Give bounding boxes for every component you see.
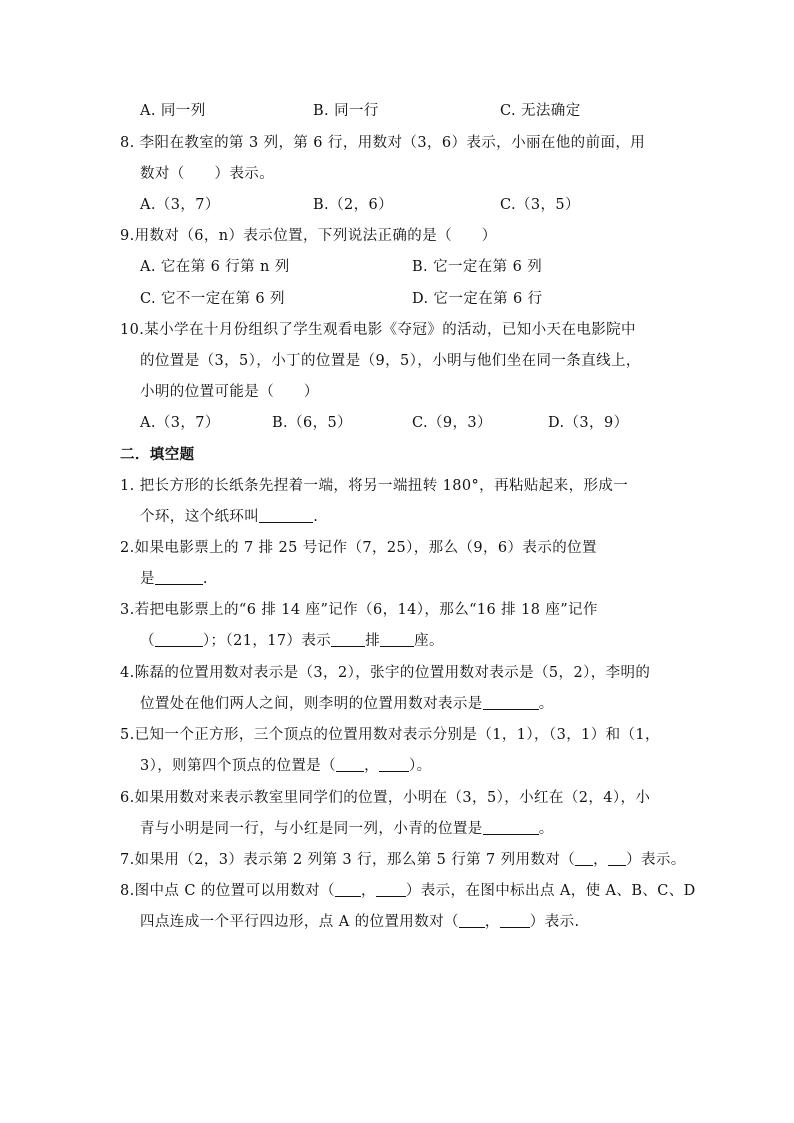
fill3-row: 排 bbox=[365, 633, 381, 649]
q10-stem-line1: 10.某小学在十月份组织了学生观看电影《夺冠》的活动，已知小天在电影院中 bbox=[120, 322, 636, 338]
fill7-blank-1[interactable] bbox=[575, 851, 593, 866]
fill8-comma-1: ， bbox=[360, 883, 376, 899]
fill5-line1: 5.已知一个正方形，三个顶点的位置用数对表示分别是（1，1），（3，1）和（1， bbox=[120, 727, 660, 743]
q9-option-a: A. 它在第 6 行第 n 列 bbox=[140, 259, 290, 275]
fill1-line1: 1. 把长方形的长纸条先捏着一端，将另一端扭转 180°，再粘贴起来，形成一 bbox=[120, 478, 629, 494]
fill8-text-1: 8.图中点 C 的位置可以用数对（ bbox=[120, 883, 335, 899]
q8-stem-line1: 8. 李阳在教室的第 3 列，第 6 行，用数对（3，6）表示，小丽在他的前面，用 bbox=[120, 135, 646, 151]
fill7-blank-2[interactable] bbox=[608, 851, 626, 866]
q10-option-c: C.（9，3） bbox=[412, 415, 492, 431]
fill4-end: 。 bbox=[538, 696, 554, 712]
fill2-line1: 2.如果电影票上的 7 排 25 号记作（7，25），那么（9，6）表示的位置 bbox=[120, 540, 597, 556]
fill3-open: （ bbox=[140, 633, 155, 649]
fill1-line2 bbox=[140, 507, 318, 527]
q8-stem-line2: 数对（ ）表示。 bbox=[140, 166, 275, 182]
fill3-blank-1[interactable] bbox=[155, 632, 203, 647]
q8-option-a: A.（3，7） bbox=[140, 197, 220, 213]
fill5-blank-2[interactable] bbox=[379, 757, 409, 772]
fill4-line1: 4.陈磊的位置用数对表示是（3，2），张宇的位置用数对表示是（5，2），李明的 bbox=[120, 665, 651, 681]
fill8-blank-1[interactable] bbox=[335, 882, 361, 897]
fill7-end: ）表示。 bbox=[626, 852, 686, 868]
fill1-end: . bbox=[313, 509, 319, 525]
q10-option-d: D.（3，9） bbox=[548, 415, 629, 431]
q8-option-c: C.（3，5） bbox=[500, 197, 580, 213]
fill5-text: 3），则第四个顶点的位置是（ bbox=[140, 758, 337, 774]
fill7-line bbox=[120, 850, 686, 870]
fill3-line2 bbox=[140, 631, 444, 651]
fill4-line2 bbox=[140, 694, 554, 714]
fill3-line1: 3.若把电影票上的“6 排 14 座”记作（6，14），那么“16 排 18 座”记作 bbox=[120, 602, 598, 618]
q10-stem-line3: 小明的位置可能是（ ） bbox=[140, 384, 319, 400]
section-heading: 二．填空题 bbox=[120, 446, 195, 463]
fill7-comma: ， bbox=[593, 852, 609, 868]
fill6-line2 bbox=[140, 819, 554, 839]
q10-option-a: A.（3，7） bbox=[140, 415, 220, 431]
fill8-text-3: 四点连成一个平行四边形，点 A 的位置用数对（ bbox=[140, 914, 459, 930]
fill1-blank[interactable] bbox=[259, 508, 313, 523]
fill8-line2 bbox=[140, 912, 580, 932]
fill5-comma: ， bbox=[364, 758, 379, 774]
fill2-end: . bbox=[202, 571, 208, 587]
fill8-blank-3[interactable] bbox=[459, 913, 485, 928]
fill5-end: ）。 bbox=[408, 758, 432, 774]
fill3-blank-3[interactable] bbox=[380, 632, 414, 647]
fill8-line1 bbox=[120, 881, 696, 901]
fill8-comma-2: ， bbox=[484, 914, 500, 930]
fill6-text: 青与小明是同一行，与小红是同一列，小青的位置是 bbox=[140, 821, 483, 837]
q8-option-b: B.（2，6） bbox=[313, 197, 394, 213]
fill5-line2 bbox=[140, 756, 432, 776]
fill8-blank-2[interactable] bbox=[376, 882, 406, 897]
fill6-blank[interactable] bbox=[483, 820, 539, 835]
q10-stem-line2: 的位置是（3，5），小丁的位置是（9，5），小明与他们坐在同一条直线上， bbox=[140, 353, 641, 369]
fill2-line2 bbox=[140, 569, 208, 589]
fill3-seat: 座。 bbox=[414, 633, 444, 649]
q9-stem: 9.用数对（6，n）表示位置，下列说法正确的是（ ） bbox=[120, 228, 497, 244]
q7-option-b: B. 同一行 bbox=[313, 103, 379, 119]
q9-option-b: B. 它一定在第 6 列 bbox=[412, 259, 543, 275]
fill2-text: 是 bbox=[140, 571, 155, 587]
fill3-mid: ）；（21，17）表示 bbox=[202, 633, 332, 649]
q10-option-b: B.（6，5） bbox=[272, 415, 353, 431]
fill4-blank[interactable] bbox=[483, 695, 539, 710]
fill1-text: 个环，这个纸环叫 bbox=[140, 509, 260, 525]
fill7-text: 7.如果用（2，3）表示第 2 列第 3 行，那么第 5 行第 7 列用数对（ bbox=[120, 852, 576, 868]
fill3-blank-2[interactable] bbox=[331, 632, 365, 647]
fill4-text: 位置处在他们两人之间，则李明的位置用数对表示是 bbox=[140, 696, 483, 712]
q7-option-c: C. 无法确定 bbox=[500, 103, 581, 119]
q9-option-c: C. 它不一定在第 6 列 bbox=[140, 291, 285, 307]
fill6-end: 。 bbox=[538, 821, 554, 837]
fill8-blank-4[interactable] bbox=[500, 913, 530, 928]
fill6-line1: 6.如果用数对来表示教室里同学们的位置，小明在（3，5），小红在（2，4），小 bbox=[120, 790, 651, 806]
fill5-blank-1[interactable] bbox=[336, 757, 364, 772]
q7-option-a: A. 同一列 bbox=[140, 103, 206, 119]
fill2-blank[interactable] bbox=[155, 570, 203, 585]
fill8-end: ）表示. bbox=[529, 914, 580, 930]
q9-option-d: D. 它一定在第 6 行 bbox=[412, 291, 543, 307]
fill8-text-2: ）表示，在图中标出点 A，使 A、B、C、D bbox=[405, 883, 696, 899]
